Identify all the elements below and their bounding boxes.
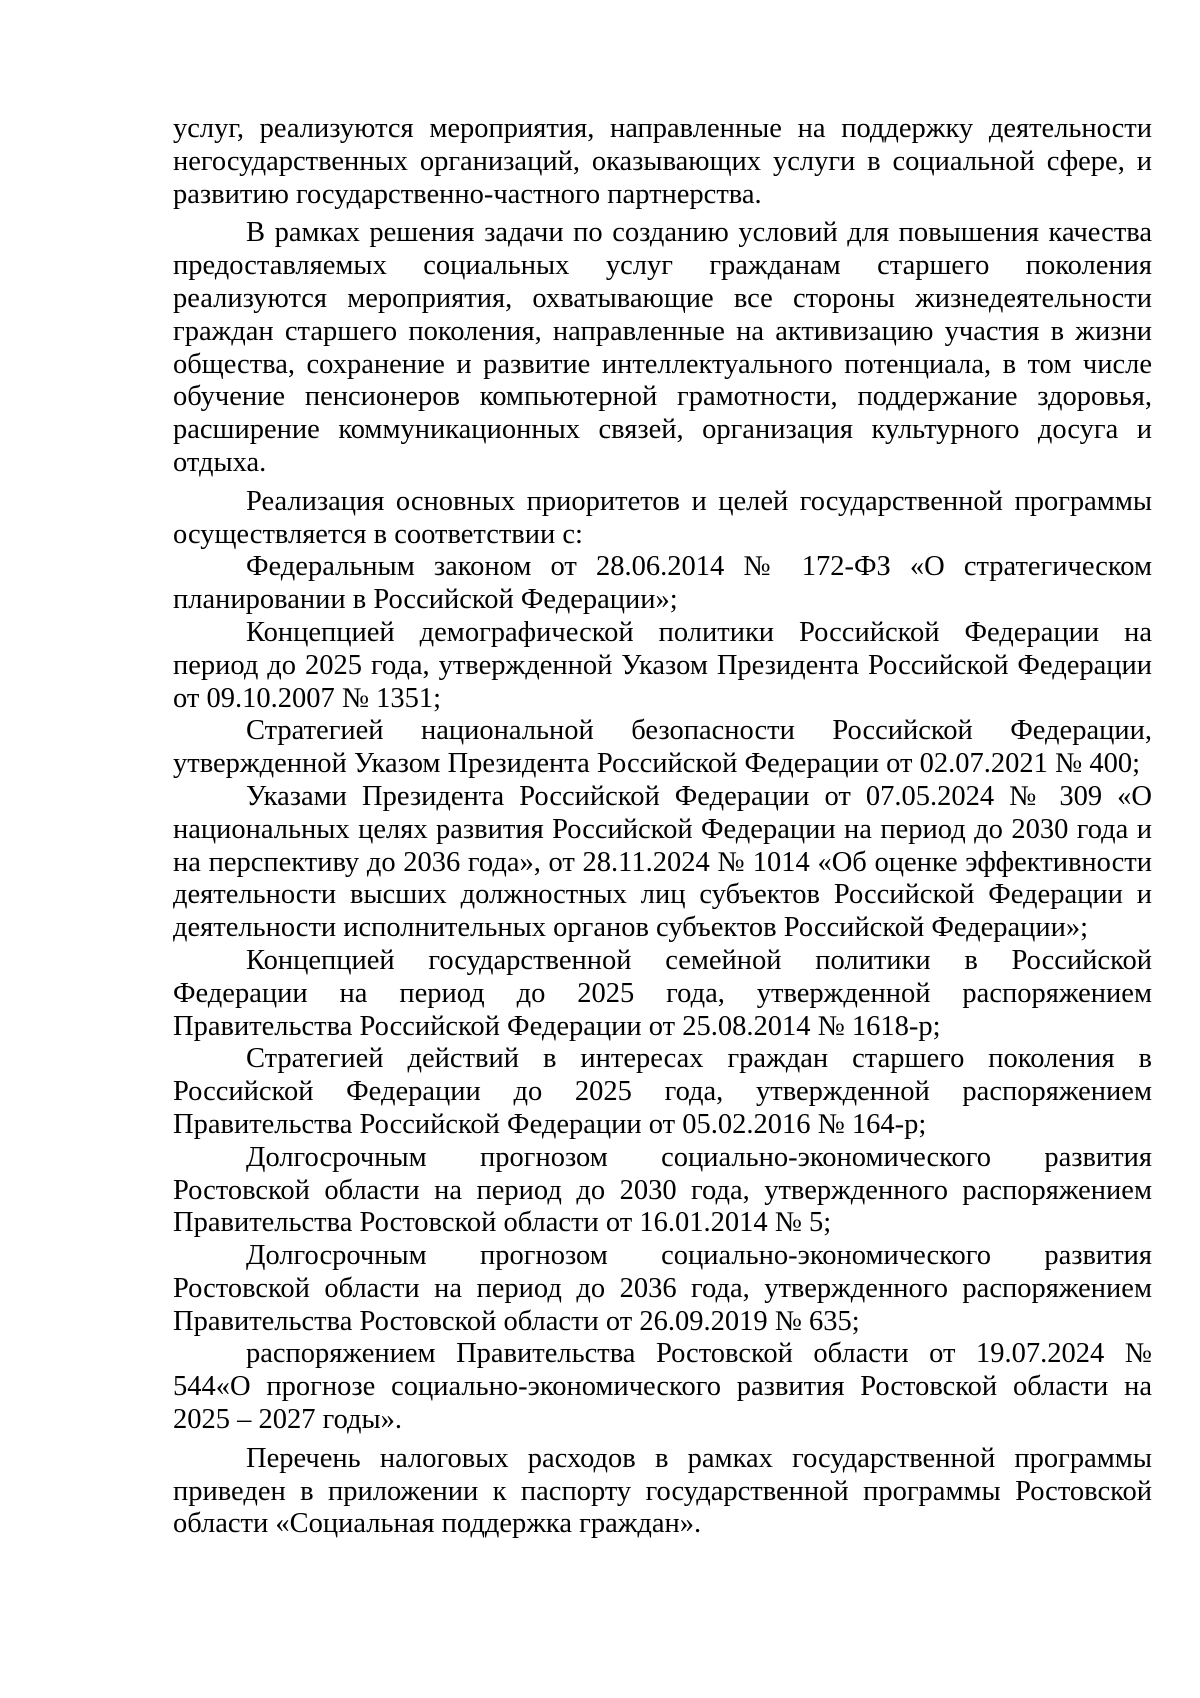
paragraph-nongovernmental-services: услуг, реализуются мероприятия, направленные на поддержку деятельности негосударственных организаций, оказывающих услуги в социальной сфере, и развитию государственно-частного партнерства. xyxy=(173,113,1152,210)
list-item-forecast-2036: Долгосрочным прогнозом социально-экономического развития Ростовской области на период до 2036 года, утвержденного распоряжением Правительства Ростовской области от 26.09.2019 № 635; xyxy=(173,1240,1152,1337)
list-item-forecast-2030: Долгосрочным прогнозом социально-экономического развития Ростовской области на период до 2030 года, утвержденного распоряжением Правительства Ростовской области от 16.01.2014 № 5; xyxy=(173,1141,1152,1239)
list-item-elderly-strategy: Стратегией действий в интересах граждан старшего поколения в Российской Федерации до 2025 года, утвержденной распоряжением Правительства Российской Федерации от 05.02.2016 № 164-р; xyxy=(173,1043,1152,1140)
list-item-forecast-2025-2027: распоряжением Правительства Ростовской области от 19.07.2024 № 544«О прогнозе социально-экономического развития Ростовской области на 2025 – 2027 годы». xyxy=(173,1338,1152,1436)
paragraph-priorities-intro: Реализация основных приоритетов и целей государственной программы осуществляется в соответствии с: xyxy=(173,485,1152,550)
list-item-demographic-concept: Концепцией демографической политики Российской Федерации на период до 2025 года, утвержденной Указом Президента Российской Федерации от 09.10.2007 № 1351; xyxy=(173,616,1152,714)
list-item-presidential-decrees: Указами Президента Российской Федерации от 07.05.2024 № 309 «О национальных целях развития Российской Федерации на период до 2030 года и на перспективу до 2036 года», от 28.11.2024 № 1014 «Об оценке эффективности деятельности высших должностных лиц субъектов Российской Федерации и деятельности исполнительных органов субъектов Российской Федерации»; xyxy=(173,780,1152,944)
list-item-federal-law: Федеральным законом от 28.06.2014 № 172-ФЗ «О стратегическом планировании в Российской Федерации»; xyxy=(173,551,1152,616)
paragraph-tax-expenses: Перечень налоговых расходов в рамках государственной программы приведен в приложении к паспорту государственной программы Ростовской области «Социальная поддержка граждан». xyxy=(173,1442,1152,1540)
paragraph-elderly-services: В рамках решения задачи по созданию условий для повышения качества предоставляемых социальных услуг гражданам старшего поколения реализуются мероприятия, охватывающие все стороны жизнедеятельности граждан старшего поколения, направленные на активизацию участия в жизни общества, сохранение и развитие интеллектуального потенциала, в том числе обучение пенсионеров компьютерной грамотности, поддержание здоровья, расширение коммуникационных связей, организация культурного досуга и отдыха. xyxy=(173,217,1152,478)
list-item-family-policy: Концепцией государственной семейной политики в Российской Федерации на период до 2025 года, утвержденной распоряжением Правительства Российской Федерации от 25.08.2014 № 1618-р; xyxy=(173,944,1152,1042)
list-item-security-strategy: Стратегией национальной безопасности Российской Федерации, утвержденной Указом Президента Российской Федерации от 02.07.2021 № 400; xyxy=(173,715,1152,780)
document-page xyxy=(173,113,1152,1541)
